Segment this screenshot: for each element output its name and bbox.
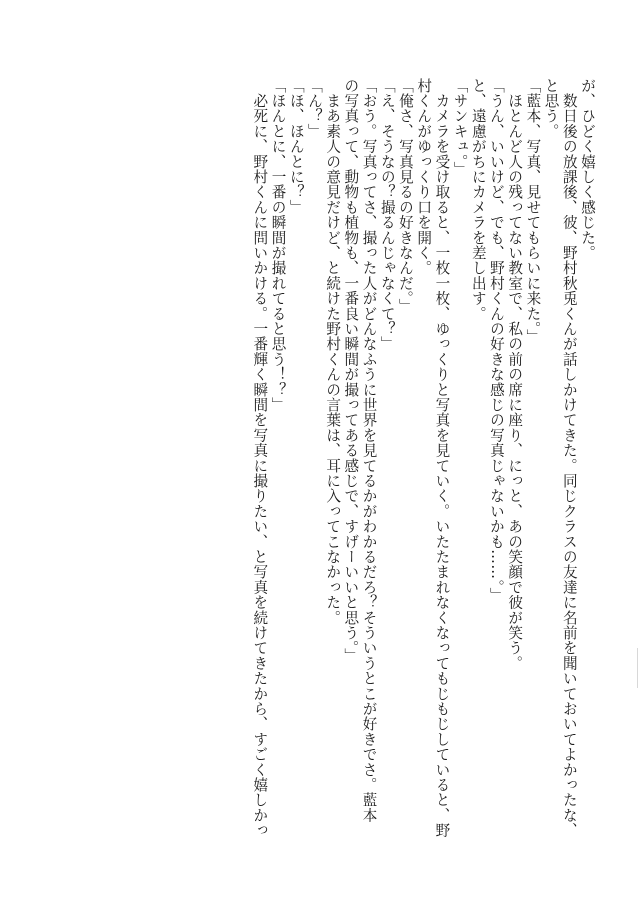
text-line: の写真って、動物も植物も、一番良い瞬間が撮ってある感じで、すげーいいと思う。」 (342, 78, 360, 664)
text-line: 「ん？」 (305, 78, 323, 139)
text-line: 「うん、いいけど、でも、野村くんの好きな感じの写真じゃないかも……。」 (487, 78, 505, 603)
text-line: 「俺さ、写真見るの好きなんだ。」 (396, 78, 414, 314)
text-line: 「おう。写真ってさ、撮った人がどんなふうに世界を見てるかがわかるだろ？そういうとこが好きでさ。藍本 (360, 78, 378, 823)
text-line: まあ素人の意見だけど、と続けた野村くんの言葉は、耳に入ってこなかった。 (324, 78, 342, 626)
text-line: と思う。 (542, 78, 560, 139)
text-line: 「ほんとに、一番の瞬間が撮れてると思う！？」 (269, 78, 287, 413)
text-line: 「サンキュ。」 (451, 78, 469, 178)
vertical-text-block (36, 78, 596, 858)
text-line: 数日後の放課後、彼、野村秋兎くんが話しかけてきた。同じクラスの友達に名前を聞いておいてよかったな、 (560, 78, 578, 838)
text-line: が、ひどく嬉しく感じた。 (579, 78, 596, 261)
text-line: 「藍本、写真、見せてもらいに来た。」 (524, 78, 542, 345)
text-line: 必死に、野村くんに問いかける。一番輝く瞬間を写真に撮りたい、と写真を続けてきたから、すごく嬉しかっ (251, 78, 269, 838)
text-line: 村くんがゆっくり口を開く。 (415, 78, 433, 276)
page-edge-mark (637, 648, 638, 688)
text-line: ほとんど人の残ってない教室で、私の前の席に座り、にっと、あの笑顔で彼が笑う。 (506, 78, 524, 671)
text-line: カメラを受け取ると、一枚一枚、ゆっくりと写真を見ていく。いたたまれなくなってもじもじしていると、野 (433, 78, 451, 838)
text-line: 「ほ、ほんとに？」 (287, 78, 305, 215)
text-line: 「え、そうなの？撮るんじゃなくて？」 (378, 78, 396, 352)
text-line: と、遠慮がちにカメラを差し出す。 (469, 78, 487, 322)
